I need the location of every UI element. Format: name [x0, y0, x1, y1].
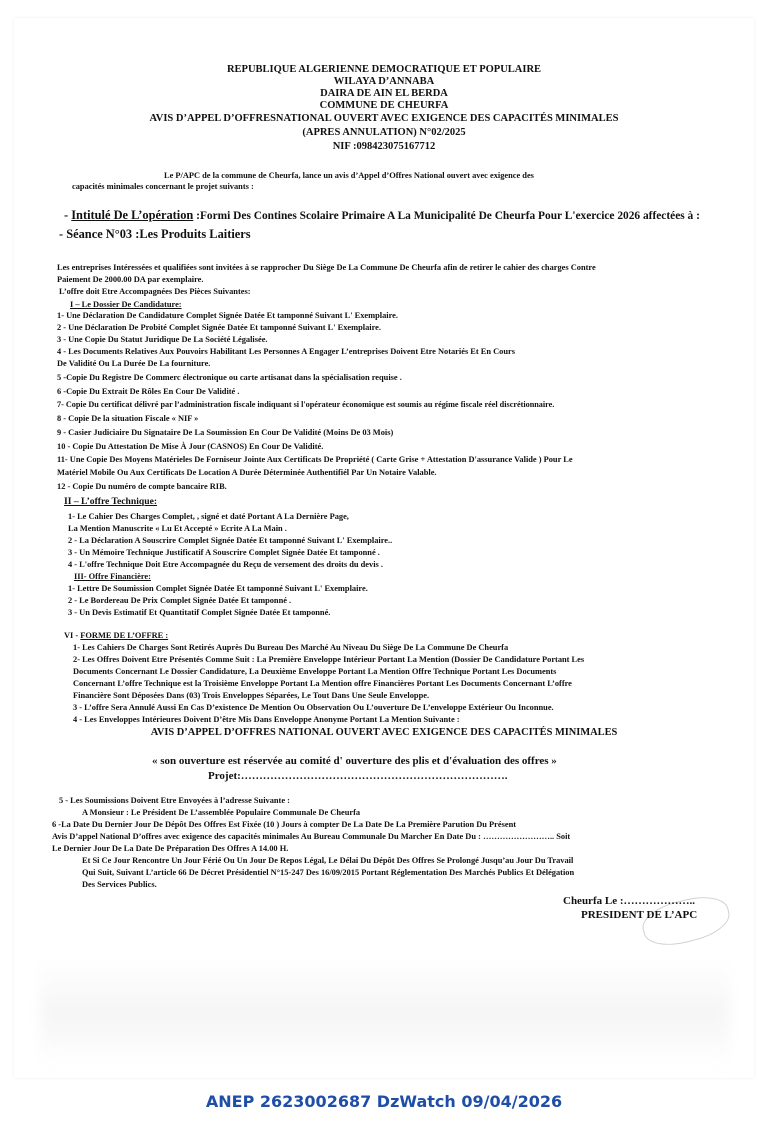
dossier-item: 8 - Copie De la situation Fiscale « NIF »: [57, 414, 199, 423]
operation-text: :Formi Des Contines Scolaire Primaire A La Municipalité De Cheurfa Pour L'exercice 2026 affectées à :: [193, 210, 700, 222]
envoi-line-1: 5 - Les Soumissions Doivent Etre Envoyées à l’adresse Suivante :: [59, 796, 290, 805]
header-daira: DAIRA DE AIN EL BERDA: [320, 88, 448, 99]
dossier-item: 3 - Une Copie Du Statut Juridique De La Société Légalisée.: [57, 335, 268, 344]
dossier-item: De Validité Ou La Durée De La fourniture.: [57, 359, 211, 368]
technique-title: II – L’offre Technique:: [64, 496, 158, 507]
operation-label: Intitulé De L’opération: [71, 208, 194, 222]
forme-item: Documents Concernant Le Dossier Candidature, La Deuxième Enveloppe Portant La Mention Offre Technique Portant Les Documents: [73, 667, 557, 676]
header-commune: COMMUNE DE CHEURFA: [319, 100, 449, 111]
forme-item: Financière Sont Déposées Dans (03) Trois Enveloppes Séparées, Le Tout Dans Une Seule Enveloppe.: [73, 691, 430, 700]
header-republic: REPUBLIQUE ALGERIENNE DEMOCRATIQUE ET POPULAIRE: [226, 64, 542, 75]
invite-line-1: Les entreprises Intéressées et qualifiées sont invitées à se rapprocher Du Siège De La Commune De Cheurfa afin de retirer le cahier des charges Contre: [57, 263, 596, 272]
dossier-item: 11- Une Copie Des Moyens Matérieles De Forniseur Jointe Aux Certificats De Propriété ( Carte Grise + Attestation D'assurance Valide ) Pour Le: [57, 455, 573, 464]
seance-line: - Séance N°03 :Les Produits Laitiers: [59, 227, 251, 241]
header-nif: NIF :098423075167712: [332, 141, 436, 152]
financiere-title: III- Offre Financière:: [74, 572, 151, 581]
envoi-line-2: A Monsieur : Le Président De L’assemblée Populaire Communale De Cheurfa: [82, 808, 361, 817]
financiere-item: 1- Lettre De Soumission Complet Signée Datée Et tamponné Suivant L' Exemplaire.: [68, 584, 368, 593]
dossier-item: 5 -Copie Du Registre De Commerc électronique ou carte artisanat dans la spécialisation requise .: [57, 373, 402, 382]
dossier-item: 6 -Copie Du Extrait De Rôles En Cour De Validité .: [57, 387, 240, 396]
dossier-item: Matériel Mobile Ou Aux Certificats De Location A Durée Déterminée Authentifiél Par Un Notaire Valable.: [57, 468, 437, 477]
operation-line: [64, 208, 700, 224]
envoi-line-6: Et Si Ce Jour Rencontre Un Jour Férié Ou Un Jour De Repos Légal, Le Délai Du Dépôt Des Offres Se Prolongé Jusqu’au Jour Du Travail: [82, 856, 574, 865]
dossier-item: 2 - Une Déclaration De Probité Complet Signée Datée Et tamponné Suivant L' Exemplaire.: [57, 323, 381, 332]
header-annulation: (APRES ANNULATION) N°02/2025: [302, 127, 466, 138]
envoi-line-3: 6 -La Date Du Dernier Jour De Dépôt Des Offres Est Fixée (10 ) Jours à compter De La Date De La Première Parution Du Présent: [52, 820, 517, 829]
forme-item: Concernant L’offre Technique est la Troisième Enveloppe Portant La Mention offre Financières Portant Les Documents Concernant L’offre: [73, 679, 572, 688]
signature-role: PRESIDENT DE L’APC: [581, 909, 698, 921]
anep-footer: ANEP 2623002687 DzWatch 09/04/2026: [205, 1092, 563, 1111]
financiere-item: 3 - Un Devis Estimatif Et Quantitatif Complet Signée Datée Et tamponné.: [68, 608, 331, 617]
technique-item: 3 - Un Mémoire Technique Justificatif A Souscrire Complet Signée Datée Et tamponné .: [68, 548, 380, 557]
projet-line: Projet:……………………………………………………………….: [208, 770, 508, 782]
envoi-line-8: Des Services Publics.: [82, 880, 157, 889]
forme-item: 4 - Les Enveloppes Intérieures Doivent D’être Mis Dans Enveloppe Anonyme Portant La Mention Suivante :: [73, 715, 460, 724]
dossier-item: 7- Copie Du certificat délivré par l’administration fiscale indiquant si l'opérateur économique est soumis au régime fiscale réel discrétionnaire.: [57, 400, 555, 409]
technique-item: 1- Le Cahier Des Charges Complet, , signé et daté Portant A La Dernière Page,: [68, 512, 349, 521]
dossier-item: 4 - Les Documents Relatives Aux Pouvoirs Habilitant Les Personnes A Engager L’entreprises Doivent Etre Notariés Et En Cours: [57, 347, 515, 356]
intro-line-2: capacités minimales concernant le projet suivants :: [72, 182, 254, 191]
dossier-item: 10 - Copie Du Attestation De Mise À Jour (CASNOS) En Cour De Validité.: [57, 442, 324, 451]
signature-place: Cheurfa Le :………………..: [563, 895, 695, 907]
envoi-line-5: Le Dernier Jour De La Date De Préparation Des Offres A 14.00 H.: [52, 844, 289, 853]
technique-item: 2 - La Déclaration A Souscrire Complet Signée Datée Et tamponné Suivant L' Exemplaire..: [68, 536, 393, 545]
forme-item: 2- Les Offres Doivent Etre Présentés Comme Suit : La Première Enveloppe Intérieur Portant La Mention (Dossier De Candidature Portant Les: [73, 655, 585, 664]
technique-item: 4 - L'offre Technique Doit Etre Accompagnée du Reçu de versement des droits du devis .: [68, 560, 383, 569]
intro-line-1: Le P/APC de la commune de Cheurfa, lance un avis d’Appel d’Offres National ouvert avec exigence des: [164, 171, 534, 180]
dossier-title: I – Le Dossier De Candidature:: [70, 300, 182, 309]
envoi-line-7: Qui Suit, Suivant L’article 66 De Décret Présidentiel N°15-247 Des 16/09/2015 Portant Réglementation Des Marchés Publics Et Délégation: [82, 868, 575, 877]
invite-line-2: Paiement De 2000.00 DA par exemplaire.: [57, 275, 204, 284]
operation-prefix: -: [64, 208, 72, 222]
technique-item: La Mention Manuscrite « Lu Et Accepté » Ecrite A La Main .: [68, 524, 287, 533]
enveloppe-mention: AVIS D’APPEL D’OFFRES NATIONAL OUVERT AVEC EXIGENCE DES CAPACITÉS MINIMALES: [150, 727, 618, 738]
blurred-region: [40, 958, 730, 1068]
forme-title-prefix: VI -: [64, 631, 81, 640]
dossier-item: 12 - Copie Du numéro de compte bancaire RIB.: [57, 482, 227, 491]
forme-item: 1- Les Cahiers De Charges Sont Retirés Auprès Du Bureau Des Marché Au Niveau Du Siège De La Commune De Cheurfa: [73, 643, 509, 652]
header-avis-title: AVIS D’APPEL D’OFFRESNATIONAL OUVERT AVEC EXIGENCE DES CAPACITÉS MINIMALES: [149, 113, 619, 124]
forme-item: 3 - L’offre Sera Annulé Aussi En Cas D’existence De Mention Ou Observation Ou L’ouverture De L’enveloppe Extérieur Ou Inconnue.: [73, 703, 554, 712]
dossier-item: 1- Une Déclaration De Candidature Complet Signée Datée Et tamponné Suivant L' Exemplaire.: [57, 311, 398, 320]
reserve-statement: « son ouverture est réservée au comité d' ouverture des plis et d'évaluation des offres »: [152, 755, 557, 767]
invite-line-3: L’offre doit Etre Accompagnées Des Pièces Suivantes:: [59, 287, 251, 296]
envoi-line-4: Avis D’appel National D’offres avec exigence des capacités minimales Au Bureau Communale Du Marcher En Date Du : …………………….. Soit: [52, 832, 571, 841]
dossier-item: 9 - Casier Judiciaire Du Signataire De La Soumission En Cour De Validité (Moins De 03 Mois): [57, 428, 394, 437]
forme-title-text: FORME DE L’OFFRE :: [80, 631, 169, 640]
financiere-item: 2 - Le Bordereau De Prix Complet Signée Datée Et tamponné .: [68, 596, 292, 605]
forme-title: [64, 631, 168, 642]
header-wilaya: WILAYA D’ANNABA: [333, 76, 435, 87]
